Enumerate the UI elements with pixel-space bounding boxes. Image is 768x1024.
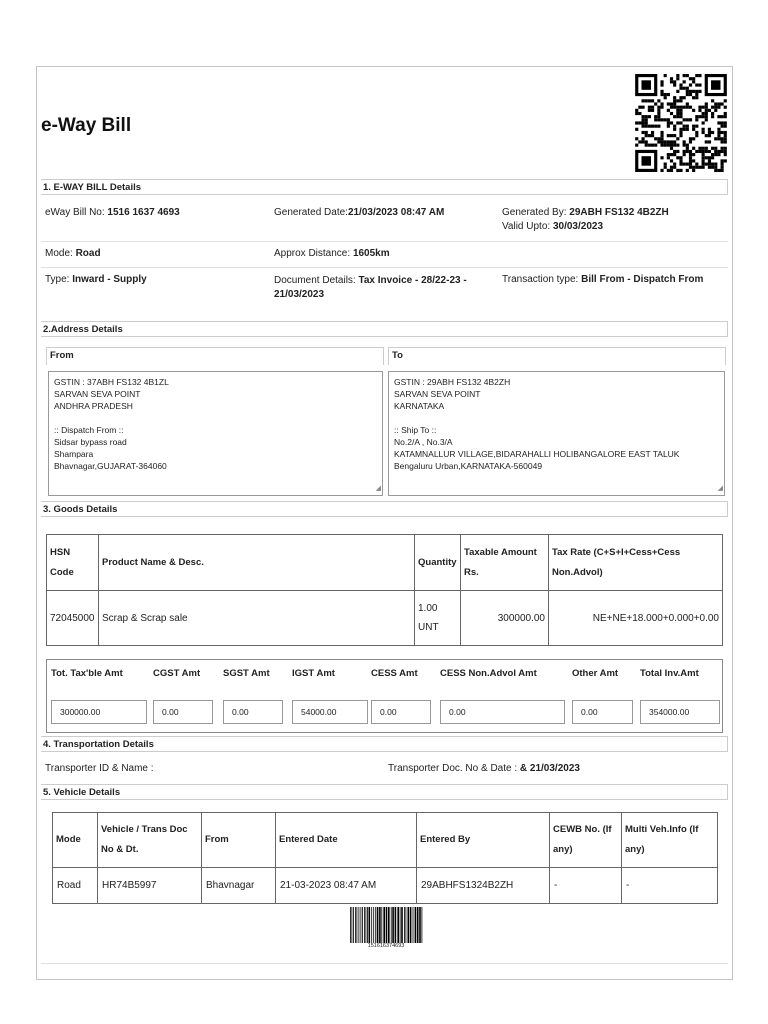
section-transport-heading: 4. Transportation Details bbox=[41, 736, 728, 752]
address-line bbox=[394, 412, 719, 424]
totals-value-field[interactable]: 0.00 bbox=[223, 700, 283, 724]
address-line: Shampara bbox=[54, 449, 94, 459]
address-line: KATAMNALLUR VILLAGE,BIDARAHALLI HOLIBANGALORE EAST TALUK bbox=[394, 449, 680, 459]
col-from: From bbox=[202, 813, 276, 868]
totals-value-field[interactable]: 54000.00 bbox=[292, 700, 368, 724]
to-label: To bbox=[388, 347, 726, 365]
table-row bbox=[47, 591, 723, 646]
col-taxable: Taxable Amount Rs. bbox=[461, 535, 549, 591]
taxable-cell: 300000.00 bbox=[461, 591, 549, 646]
generated-date bbox=[274, 207, 444, 218]
totals-label: SGST Amt bbox=[223, 668, 270, 679]
section-address-heading: 2.Address Details bbox=[41, 321, 728, 337]
mode-value: Road bbox=[75, 248, 101, 259]
totals-value-field[interactable]: 354000.00 bbox=[640, 700, 720, 724]
approx-distance bbox=[274, 248, 390, 259]
vehicle-number-cell: HR74B5997 bbox=[98, 868, 202, 904]
product-cell: Scrap & Scrap sale bbox=[99, 591, 415, 646]
tax-rate-cell: NE+NE+18.000+0.000+0.00 bbox=[549, 591, 723, 646]
document-details bbox=[274, 274, 467, 302]
quantity-value: 1.00 bbox=[418, 603, 438, 614]
transaction-type-value: Bill From - Dispatch From bbox=[581, 274, 704, 285]
barcode-icon bbox=[349, 907, 423, 943]
generated-by-label: Generated By: bbox=[502, 207, 570, 218]
document-details-label: Document Details: bbox=[274, 275, 359, 286]
col-cewb: CEWB No. (If any) bbox=[550, 813, 622, 868]
transporter-doc-value: & 21/03/2023 bbox=[519, 763, 580, 774]
from-address-lines bbox=[54, 376, 377, 472]
vehicle-from-cell: Bhavnagar bbox=[202, 868, 276, 904]
address-line: KARNATAKA bbox=[394, 401, 445, 411]
totals-label: Other Amt bbox=[572, 668, 619, 679]
ewb-number-label: eWay Bill No: bbox=[45, 207, 108, 218]
hsn-cell: 72045000 bbox=[47, 591, 99, 646]
vehicle-table bbox=[52, 812, 718, 904]
generated-date-label: Generated Date: bbox=[274, 207, 348, 218]
generated-by-value: 29ABH FS132 4B2ZH bbox=[569, 207, 669, 218]
address-line bbox=[54, 412, 377, 424]
address-line: SARVAN SEVA POINT bbox=[394, 389, 481, 399]
quantity-cell bbox=[415, 591, 461, 646]
valid-upto-value: 30/03/2023 bbox=[552, 221, 604, 232]
vehicle-entered-date-cell: 21-03-2023 08:47 AM bbox=[276, 868, 417, 904]
col-tax-rate: Tax Rate (C+S+I+Cess+Cess Non.Advol) bbox=[549, 535, 723, 591]
quantity-unit: UNT bbox=[418, 622, 439, 633]
qr-code-icon bbox=[635, 74, 727, 172]
section-ewb-details-heading: 1. E-WAY BILL Details bbox=[41, 179, 728, 195]
type-value: Inward - Supply bbox=[72, 274, 147, 285]
totals-label: CESS Non.Advol Amt bbox=[440, 668, 537, 679]
totals-value-field[interactable]: 300000.00 bbox=[51, 700, 147, 724]
goods-table bbox=[46, 534, 723, 646]
address-line: :: Dispatch From :: bbox=[54, 425, 124, 435]
goods-header-row bbox=[47, 535, 723, 591]
resize-handle-icon: ◢ bbox=[375, 485, 381, 492]
document-details-value: Tax Invoice - 28/22-23 - bbox=[358, 275, 467, 286]
col-entered-by: Entered By bbox=[417, 813, 550, 868]
col-vehicle: Vehicle / Trans Doc No & Dt. bbox=[98, 813, 202, 868]
totals-value-field[interactable]: 0.00 bbox=[440, 700, 565, 724]
vehicle-header-row bbox=[53, 813, 718, 868]
transporter-id-name: Transporter ID & Name : bbox=[45, 763, 154, 774]
document-details-date: 21/03/2023 bbox=[274, 289, 325, 300]
totals-label: IGST Amt bbox=[292, 668, 335, 679]
vehicle-cewb-cell: - bbox=[550, 868, 622, 904]
section-vehicle-heading: 5. Vehicle Details bbox=[41, 784, 728, 800]
transaction-type bbox=[502, 274, 703, 285]
transporter-doc-label: Transporter Doc. No & Date : bbox=[388, 763, 520, 774]
from-address-box[interactable] bbox=[48, 371, 383, 496]
valid-upto bbox=[502, 221, 603, 232]
address-line: Sidsar bypass road bbox=[54, 437, 127, 447]
ewb-number bbox=[45, 207, 180, 218]
divider bbox=[41, 267, 728, 268]
col-hsn: HSN Code bbox=[47, 535, 99, 591]
resize-handle-icon: ◢ bbox=[717, 485, 723, 492]
address-line: GSTIN : 29ABH FS132 4B2ZH bbox=[394, 377, 511, 387]
valid-upto-label: Valid Upto: bbox=[502, 221, 553, 232]
vehicle-entered-by-cell: 29ABHFS1324B2ZH bbox=[417, 868, 550, 904]
totals-value-field[interactable]: 0.00 bbox=[572, 700, 633, 724]
distance-label: Approx Distance: bbox=[274, 248, 353, 259]
address-line: GSTIN : 37ABH FS132 4B1ZL bbox=[54, 377, 169, 387]
totals-value-field[interactable]: 0.00 bbox=[153, 700, 213, 724]
distance-value: 1605km bbox=[352, 248, 390, 259]
transporter-doc bbox=[388, 763, 580, 774]
ewb-number-value: 1516 1637 4693 bbox=[107, 207, 180, 218]
col-multi-veh: Multi Veh.Info (If any) bbox=[622, 813, 718, 868]
vehicle-mode-cell: Road bbox=[53, 868, 98, 904]
generated-by bbox=[502, 207, 669, 218]
col-entered-date: Entered Date bbox=[276, 813, 417, 868]
table-row bbox=[53, 868, 718, 904]
col-product: Product Name & Desc. bbox=[99, 535, 415, 591]
section-goods-heading: 3. Goods Details bbox=[41, 501, 728, 517]
totals-value-field[interactable]: 0.00 bbox=[371, 700, 431, 724]
mode-label: Mode: bbox=[45, 248, 76, 259]
totals-label: CGST Amt bbox=[153, 668, 201, 679]
col-quantity: Quantity bbox=[415, 535, 461, 591]
generated-date-value: 21/03/2023 08:47 AM bbox=[347, 207, 445, 218]
type bbox=[45, 274, 147, 285]
to-address-box[interactable] bbox=[388, 371, 725, 496]
address-line: :: Ship To :: bbox=[394, 425, 437, 435]
from-label: From bbox=[46, 347, 384, 365]
to-address-lines bbox=[394, 376, 719, 472]
address-line: SARVAN SEVA POINT bbox=[54, 389, 141, 399]
col-mode: Mode bbox=[53, 813, 98, 868]
address-line: Bhavnagar,GUJARAT-364060 bbox=[54, 461, 167, 471]
totals-label: CESS Amt bbox=[371, 668, 418, 679]
transaction-type-label: Transaction type: bbox=[502, 274, 582, 285]
address-line: Bengaluru Urban,KARNATAKA-560049 bbox=[394, 461, 543, 471]
eway-bill-page bbox=[36, 66, 733, 980]
mode bbox=[45, 248, 101, 259]
address-line: ANDHRA PRADESH bbox=[54, 401, 133, 411]
divider bbox=[41, 241, 728, 242]
divider bbox=[41, 963, 728, 964]
type-label: Type: bbox=[45, 274, 73, 285]
barcode-number: 151616374693 bbox=[367, 943, 405, 949]
page-title: e-Way Bill bbox=[41, 115, 132, 136]
vehicle-multi-veh-cell: - bbox=[622, 868, 718, 904]
totals-label: Total Inv.Amt bbox=[640, 668, 699, 679]
totals-label: Tot. Tax'ble Amt bbox=[51, 668, 123, 679]
address-line: No.2/A , No.3/A bbox=[394, 437, 453, 447]
